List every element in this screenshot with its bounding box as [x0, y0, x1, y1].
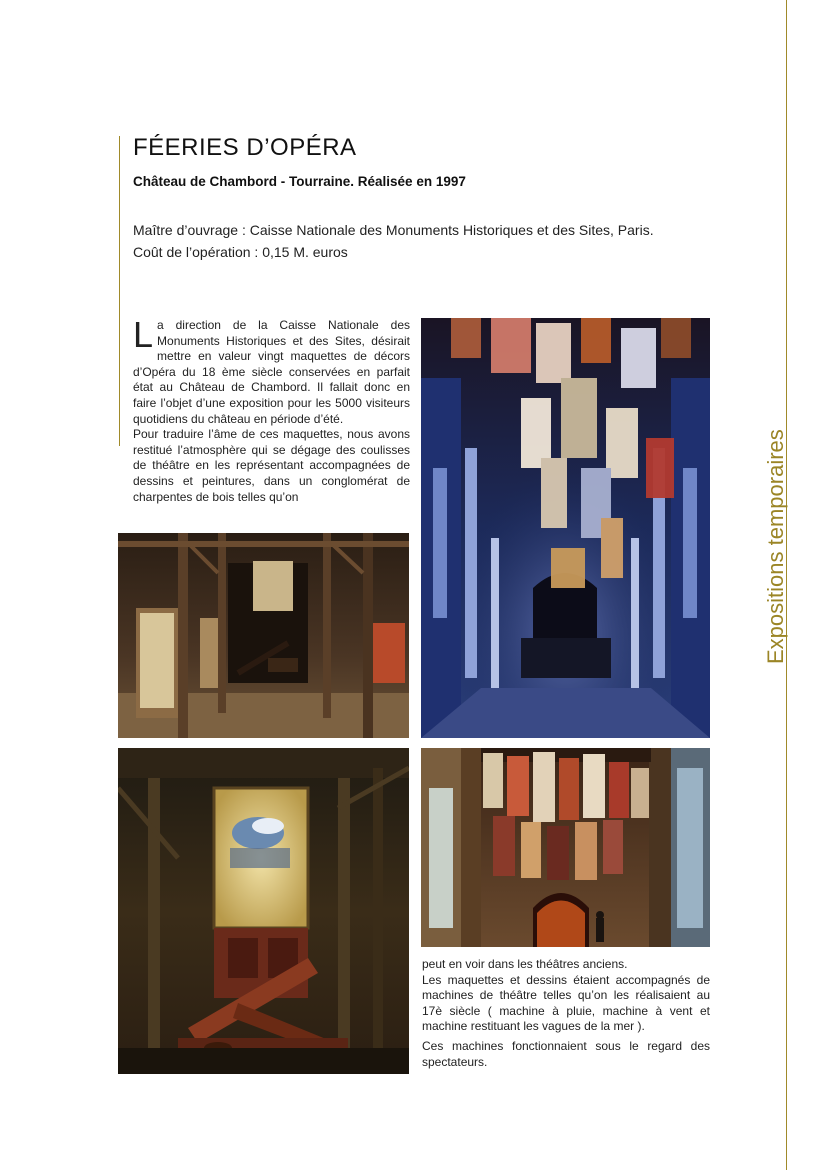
paragraph-spectators: Ces machines fonctionnaient sous le regard des spectateurs. [422, 1038, 710, 1069]
paragraph-machines: Les maquettes et dessins étaient accompagnés de machines de théâtre telles qu’on les réalisaient au 17è siècle ( machine à pluie, machine à vent et machine restituant les vagues de la mer ). [422, 972, 710, 1034]
continuation-text-column [422, 957, 710, 1070]
section-label: Expositions temporaires [763, 429, 788, 664]
project-meta [133, 219, 733, 263]
paragraph-theatres: peut en voir dans les théâtres anciens. [422, 957, 628, 971]
photo-costumes-gallery [421, 748, 710, 947]
photo-hall-hanging-costumes [421, 318, 710, 738]
meta-owner: Maître d’ouvrage : Caisse Nationale des Monuments Historiques et des Sites, Paris. [133, 222, 654, 238]
meta-cost: Coût de l’opération : 0,15 M. euros [133, 244, 348, 260]
paragraph-atmosphere: Pour traduire l’âme de ces maquettes, nous avons restitué l’atmosphère qui se dégage des coulisses de théâtre en les représentant accompagnées de dessins et peintures, dans un conglomérat de charpentes de bois telles qu’on [133, 427, 410, 504]
photo-exhibition-timber-frames [118, 533, 409, 738]
page-subtitle: Château de Chambord - Tourraine. Réalisée en 1997 [133, 174, 466, 189]
paragraph-intro [133, 314, 410, 427]
left-margin-rule [119, 136, 120, 446]
body-text-column [133, 314, 410, 505]
page-title: FÉERIES D’OPÉRA [133, 134, 357, 161]
drop-cap: L [133, 314, 154, 355]
photo-rain-machine [118, 748, 409, 1074]
paragraph-intro-text: a direction de la Caisse Nationale des Monuments Historiques et des Sites, désirait mettre en valeur vingt maquettes de décors d’Opéra du 18 ème siècle conservées en parfait état au Château de Chambord. Il fallait donc en faire l’objet d’une exposition pour les 5000 visiteurs quotidiens du château en période d’été. [133, 318, 410, 426]
